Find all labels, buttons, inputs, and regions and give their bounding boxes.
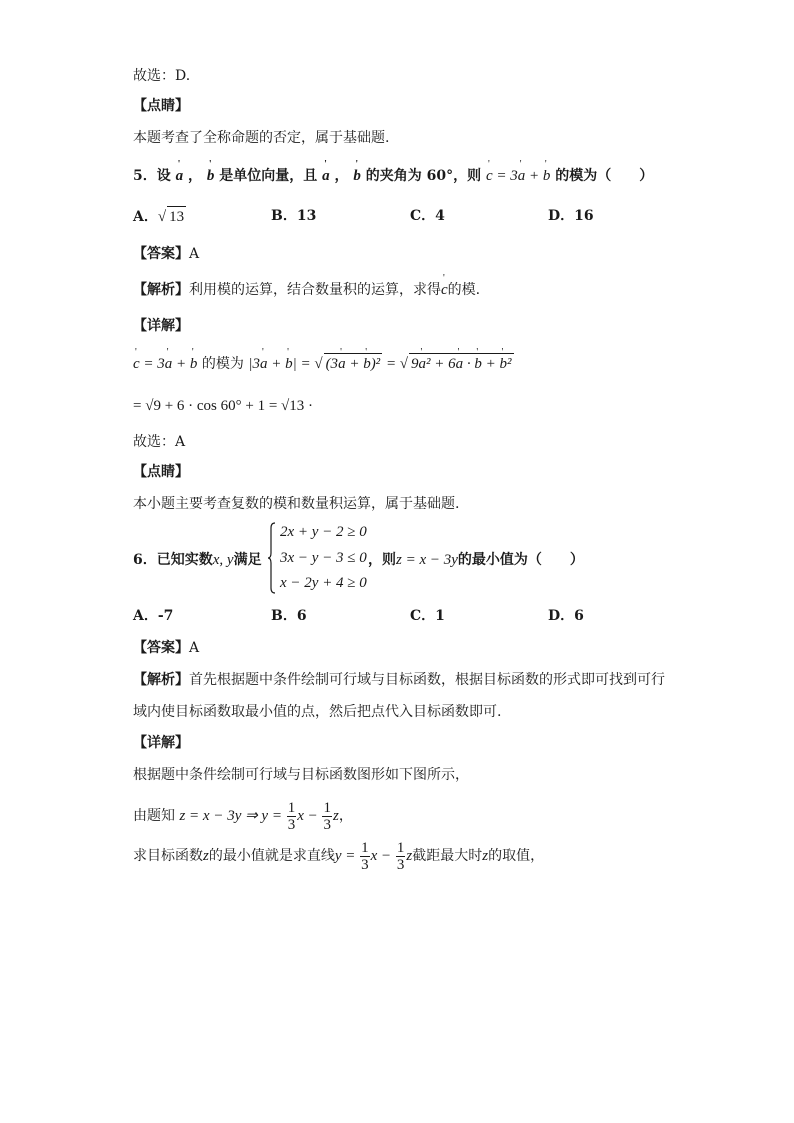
left-brace-icon xyxy=(268,522,276,594)
vector-a: ' a xyxy=(176,166,184,186)
constraint-2: 3x − y − 3 ≤ 0 xyxy=(280,550,367,566)
q6-option-b: B．6 xyxy=(271,608,307,624)
q6-derivation: z = x − 3y ⇒ y = $\frac{1}{3}$ x − $\frac{1}{3}$ z xyxy=(179,800,339,834)
q6-detail-line-1: 根据题中条件绘制可行域与目标函数图形如下图所示， xyxy=(133,767,469,783)
q6-detail-line-3 xyxy=(133,838,544,874)
q6-z: z xyxy=(203,848,209,864)
q5-answer-line xyxy=(133,244,199,264)
q6-detail-line-2 xyxy=(133,798,353,834)
q6-satisfy: 满足 xyxy=(233,552,262,568)
q6-analysis-tag: 【解析】 xyxy=(133,672,189,688)
vector-b: ' b xyxy=(207,166,215,186)
q6-analysis-line-2: 域内使目标函数取最小值的点，然后把点代入目标函数即可. xyxy=(133,704,502,720)
dianjing-heading: 【点睛】 xyxy=(133,98,189,114)
q6-analysis-text-1: 首先根据题中条件绘制可行域与目标函数，根据目标函数的形式即可找到可行 xyxy=(189,672,665,688)
q5-comma-2: ， xyxy=(334,168,349,184)
constraint-1: 2x + y − 2 ≥ 0 xyxy=(280,524,367,540)
q5-text-unit: 是单位向量，且 xyxy=(219,168,318,184)
q6-option-d: D．6 xyxy=(548,608,584,624)
summary-line: 本题考查了全称命题的否定，属于基础题. xyxy=(133,130,390,146)
q6-analysis-line-1 xyxy=(133,670,665,690)
q5-derivation-line-2: = √9 + 6 · cos 60° + 1 = √13 · xyxy=(133,398,314,414)
q6-detail-heading: 【详解】 xyxy=(133,735,189,751)
q6-min-text: 的最小值为（ ） xyxy=(457,552,584,568)
q5-summary-line: 本小题主要考查复数的模和数量积运算，属于基础题. xyxy=(133,496,460,512)
q5-modulus-expr: |3' a + ' b| = √ (3' a + ' b)² = √ 9' a² + 6' a · ' b + ' b² xyxy=(248,356,513,372)
constraint-3: x − 2y + 4 ≥ 0 xyxy=(280,575,367,591)
q5-choose-line: 故选：A xyxy=(133,434,186,450)
q5-answer-value: A xyxy=(189,246,200,262)
q5-derivation-line-1 xyxy=(133,353,514,374)
q6-option-a: A．-7 xyxy=(133,608,174,624)
q5-modulus-text: 的模为 xyxy=(201,356,244,372)
sqrt-13: 13 xyxy=(167,206,186,227)
q5-analysis-line xyxy=(133,280,480,300)
q5-option-c: C．4 xyxy=(410,208,445,224)
q6-option-c: C．1 xyxy=(410,608,445,624)
q6-answer-tag: 【答案】 xyxy=(133,640,189,656)
q6-stem-right xyxy=(368,550,584,570)
q6-stem-left xyxy=(133,550,262,570)
q5-detail-heading: 【详解】 xyxy=(133,318,189,334)
q6-number: 6．已知实数 xyxy=(133,552,213,568)
q6-given-text: 由题知 xyxy=(133,808,175,824)
q5-dianjing-heading: 【点睛】 xyxy=(133,464,189,480)
q5-answer-tag: 【答案】 xyxy=(133,246,189,262)
choose-d-line: 故选：D. xyxy=(133,68,191,84)
vector-a-2: ' a xyxy=(322,166,330,186)
vector-c: ' c xyxy=(441,280,448,300)
q5-option-a xyxy=(133,206,186,227)
q5-analysis-end: 的模. xyxy=(447,282,481,298)
q5-analysis-text: 利用模的运算，结合数量积的运算，求得 xyxy=(189,282,441,298)
q5-c-def: ' c = 3' a + ' b xyxy=(133,356,197,372)
q6-comma: ， xyxy=(338,808,353,824)
q5-option-d: D．16 xyxy=(548,208,594,224)
q6-line-text: 的最小值就是求直线 xyxy=(208,848,335,864)
q6-intercept-text: 截距最大时 xyxy=(412,848,483,864)
q6-line-eq: y = $\frac{1}{3}$ x − $\frac{1}{3}$ z xyxy=(334,840,413,874)
q6-objective-text: 求目标函数 xyxy=(133,848,203,864)
q5-option-a-label: A． xyxy=(133,209,158,225)
q6-answer-value: A xyxy=(189,640,200,656)
q6-z-2: z xyxy=(482,848,489,864)
q5-analysis-tag: 【解析】 xyxy=(133,282,189,298)
q6-answer-line xyxy=(133,638,199,658)
q6-vars: x, y xyxy=(212,552,234,568)
q6-z-def: z = x − 3y xyxy=(396,552,458,568)
q6-then: ，则 xyxy=(368,552,396,568)
q5-text-angle: 的夹角为 60°，则 xyxy=(365,168,482,184)
q5-c-formula: ' c = 3' a + ' b xyxy=(486,168,550,184)
q5-comma: ， xyxy=(188,168,202,184)
q5-number: 5．设 xyxy=(133,168,171,184)
q5-option-b: B．13 xyxy=(271,208,317,224)
q5-option-a-sqrt: √ 13 xyxy=(158,209,186,225)
q5-text-modulus: 的模为（ ） xyxy=(555,168,654,184)
q5-stem xyxy=(133,166,653,186)
q6-value-text: 的取值， xyxy=(488,848,545,864)
vector-b-2: ' b xyxy=(353,166,361,186)
